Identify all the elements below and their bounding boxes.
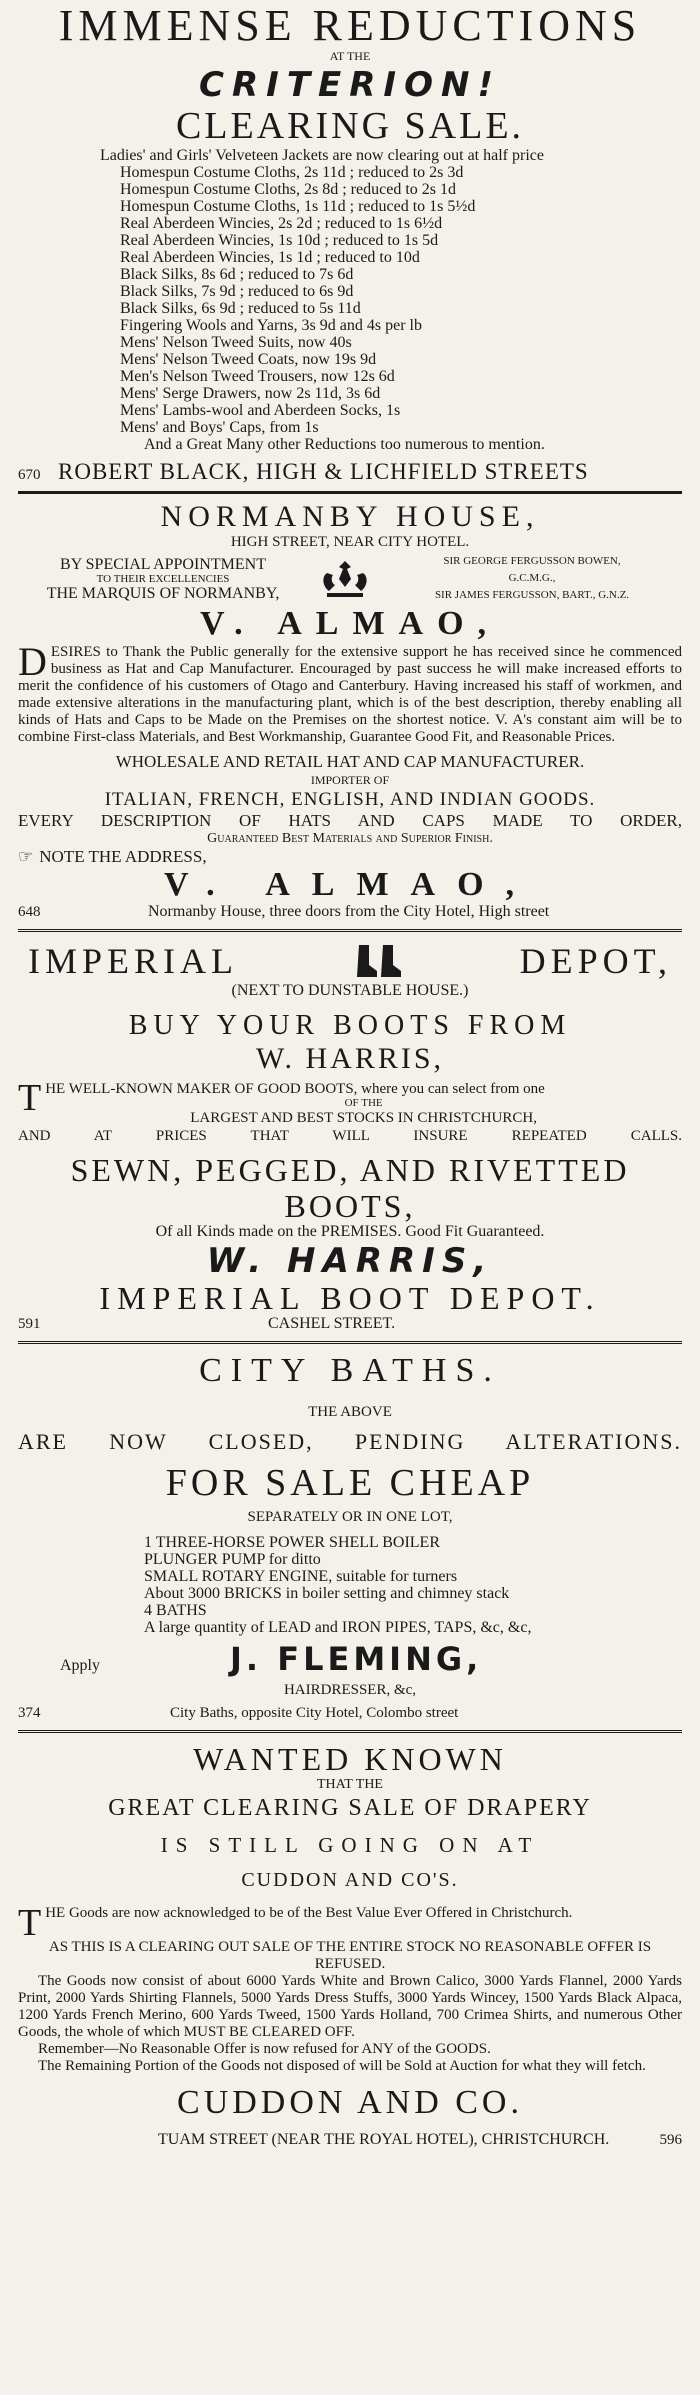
- imperial-buy: BUY YOUR BOOTS FROM: [128, 1010, 572, 1041]
- almao-importer: IMPORTER OF: [310, 773, 390, 787]
- advert-number: 648: [18, 904, 41, 920]
- imperial-boots: BOOTS,: [284, 1188, 416, 1224]
- list-item: Real Aberdeen Wincies, 1s 1d ; reduced to 10d: [120, 249, 420, 266]
- baths-sale: FOR SALE CHEAP: [165, 1462, 535, 1504]
- normanby-title: NORMANBY HOUSE,: [160, 500, 540, 533]
- list-item: Homespun Costume Cloths, 2s 8d ; reduced to 2s 1d: [120, 181, 456, 198]
- appointment-right-2: G.C.M.G.,: [508, 572, 556, 584]
- royal-coat-of-arms-icon: [317, 557, 373, 601]
- almao-name: V. ALMAO,: [199, 605, 501, 642]
- imperial-of-the: OF THE: [344, 1097, 383, 1109]
- criterion-footnote: And a Great Many other Reductions too numerous to mention.: [144, 436, 545, 453]
- imperial-right: DEPOT,: [519, 941, 672, 981]
- imperial-body-1: HE WELL-KNOWN MAKER OF GOOD BOOTS, where you can select from one: [45, 1081, 545, 1097]
- baths-title: CITY BATHS.: [199, 1352, 501, 1389]
- list-item: Black Silks, 8s 6d ; reduced to 7s 6d: [120, 266, 354, 283]
- cuddon-name-small: CUDDON AND CO'S.: [241, 1869, 459, 1891]
- baths-footer: [18, 1705, 682, 1722]
- cuddon-p4: Remember—No Reasonable Offer is now refused for ANY of the GOODS.: [38, 2041, 491, 2057]
- list-item: Fingering Wools and Yarns, 3s 9d and 4s per lb: [120, 317, 422, 334]
- divider: [18, 1730, 682, 1733]
- appointment-right-1: SIR GEORGE FERGUSSON BOWEN,: [443, 555, 621, 567]
- baths-closed: ARE NOW CLOSED, PENDING ALTERATIONS.: [18, 1429, 682, 1454]
- imperial-next: (NEXT TO DUNSTABLE HOUSE.): [231, 982, 469, 999]
- almao-body-text: ESIRES to Thank the Public generally for the extensive support he has received since he commenced business as Hat and Cap Manufacturer. Encouraged by past success he will make increased efforts to merit the confidence of his customers of Otago and Canterbury. Having increased his staff of workmen, and made extensive alterations in the manufacturing plant, which is of the best description, thereby enabling all kinds of Hats and Caps to be Made on the Premises on the shortest notice. V. A's constant aim will be to combine First-class Materials, and Best Workmanship, Guarantee Good Fit, and Reasonable Prices.: [18, 644, 682, 745]
- imperial-harris: W. HARRIS,: [255, 1042, 445, 1075]
- imperial-left: IMPERIAL: [28, 941, 238, 981]
- appointment-left-1: BY SPECIAL APPOINTMENT: [60, 555, 266, 573]
- list-item: Ladies' and Girls' Velveteen Jackets are now clearing out at half price: [100, 147, 544, 164]
- normanby-subtitle: HIGH STREET, NEAR CITY HOTEL.: [230, 534, 470, 550]
- list-item: Men's Nelson Tweed Trousers, now 12s 6d: [120, 368, 395, 385]
- advert-number: 374: [18, 1705, 41, 1721]
- normanby-advert: [18, 500, 682, 921]
- cuddon-body: [18, 1902, 682, 2075]
- imperial-street: CASHEL STREET.: [268, 1315, 396, 1332]
- imperial-advert: [18, 940, 682, 1333]
- list-item: 1 THREE-HORSE POWER SHELL BOILER: [144, 1534, 440, 1551]
- appointment-left-3: THE MARQUIS OF NORMANBY,: [46, 584, 280, 602]
- baths-apply-row: [18, 1640, 682, 1678]
- cuddon-address: TUAM STREET (NEAR THE ROYAL HOTEL), CHRISTCHURCH.: [158, 2131, 610, 2148]
- cuddon-advert: [18, 1741, 682, 2149]
- criterion-address: ROBERT BLACK, HIGH & LICHFIELD STREETS: [58, 459, 589, 484]
- almao-note: [18, 847, 682, 867]
- baths-items: [18, 1534, 682, 1636]
- cuddon-wanted: WANTED KNOWN: [193, 1741, 507, 1777]
- baths-separately: SEPARATELY OR IN ONE LOT,: [247, 1509, 453, 1525]
- criterion-sale-title: CLEARING SALE.: [175, 105, 525, 147]
- criterion-at-the: AT THE: [329, 49, 371, 63]
- drop-cap: T: [18, 1077, 42, 1119]
- imperial-kinds: Of all Kinds made on the PREMISES. Good Fit Guaranteed.: [155, 1223, 545, 1240]
- imperial-header: [18, 940, 682, 982]
- appointment-right-3: SIR JAMES FERGUSSON, BART., G.N.Z.: [434, 589, 630, 601]
- list-item: Real Aberdeen Wincies, 2s 2d ; reduced to 1s 6½d: [120, 215, 443, 232]
- boots-icon: [353, 943, 405, 979]
- baths-above: THE ABOVE: [308, 1404, 392, 1420]
- list-item: Black Silks, 7s 9d ; reduced to 6s 9d: [120, 283, 354, 300]
- imperial-body-2: LARGEST AND BEST STOCKS IN CHRISTCHURCH,: [190, 1110, 537, 1126]
- list-item: Mens' Nelson Tweed Coats, now 19s 9d: [120, 351, 377, 368]
- baths-apply: Apply: [60, 1657, 100, 1674]
- criterion-advert: [18, 1, 682, 485]
- cuddon-p2: AS THIS IS A CLEARING OUT SALE OF THE ENTIRE STOCK NO REASONABLE OFFER IS REFUSED.: [48, 1939, 652, 1972]
- newspaper-page: [18, 0, 682, 2149]
- list-item: Mens' and Boys' Caps, from 1s: [120, 419, 319, 436]
- imperial-footer: [18, 1315, 682, 1333]
- imperial-body-3: AND AT PRICES THAT WILL INSURE REPEATED CALLS.: [18, 1128, 682, 1144]
- imperial-sewn: SEWN, PEGGED, AND RIVETTED: [70, 1152, 630, 1188]
- appointment-left-2: TO THEIR EXCELLENCIES: [96, 572, 230, 585]
- divider: [18, 1341, 682, 1344]
- cuddon-footer: [18, 2131, 682, 2149]
- drop-cap: T: [18, 1902, 42, 1944]
- list-item: Mens' Serge Drawers, now 2s 11d, 3s 6d: [120, 385, 381, 402]
- cuddon-great: GREAT CLEARING SALE OF DRAPERY: [108, 1795, 592, 1821]
- almao-goods: ITALIAN, FRENCH, ENGLISH, AND INDIAN GOODS.: [104, 789, 596, 810]
- almao-guarantee: Guaranteed Best Materials and Superior Finish.: [207, 831, 493, 846]
- baths-hairdresser: HAIRDRESSER, &c,: [283, 1682, 417, 1698]
- almao-order: EVERY DESCRIPTION OF HATS AND CAPS MADE TO ORDER,: [18, 811, 682, 830]
- appointment-block: [18, 553, 682, 604]
- cuddon-name: CUDDON AND CO.: [177, 2084, 523, 2121]
- imperial-body: [18, 1077, 682, 1145]
- list-item: Homespun Costume Cloths, 2s 11d ; reduced to 2s 3d: [120, 164, 464, 181]
- divider: [18, 929, 682, 932]
- list-item: Mens' Lambs-wool and Aberdeen Socks, 1s: [120, 402, 401, 419]
- advert-number: 596: [659, 2132, 682, 2148]
- almao-address: Normanby House, three doors from the City Hotel, High street: [148, 903, 550, 920]
- cuddon-still: IS STILL GOING ON AT: [160, 1833, 540, 1857]
- almao-body: [18, 639, 682, 746]
- criterion-price-list: [18, 147, 682, 453]
- baths-address: City Baths, opposite City Hotel, Colombo street: [170, 1705, 459, 1721]
- baths-fleming: J. FLEMING,: [230, 1640, 483, 1678]
- almao-line-1: WHOLESALE AND RETAIL HAT AND CAP MANUFACTURER.: [115, 752, 585, 771]
- criterion-headline: IMMENSE REDUCTIONS: [58, 1, 642, 50]
- list-item: A large quantity of LEAD and IRON PIPES, TAPS, &c, &c,: [144, 1619, 532, 1636]
- list-item: PLUNGER PUMP for ditto: [144, 1551, 321, 1568]
- list-item: Black Silks, 6s 9d ; reduced to 5s 11d: [120, 300, 361, 317]
- pointing-hand-icon: ☞: [18, 847, 34, 866]
- advert-number: 591: [18, 1316, 41, 1332]
- list-item: Mens' Nelson Tweed Suits, now 40s: [120, 334, 352, 351]
- cuddon-p5: The Remaining Portion of the Goods not disposed of will be Sold at Auction for what they will fetch.: [38, 2058, 646, 2074]
- advert-number: 670: [18, 467, 41, 483]
- list-item: Homespun Costume Cloths, 1s 11d ; reduced to 1s 5½d: [120, 198, 476, 215]
- cuddon-that-the: THAT THE: [317, 1777, 383, 1792]
- list-item: Real Aberdeen Wincies, 1s 10d ; reduced to 1s 5d: [120, 232, 439, 249]
- list-item: About 3000 BRICKS in boiler setting and chimney stack: [144, 1585, 510, 1602]
- almao-name-2: V. ALMAO,: [163, 866, 537, 903]
- list-item: SMALL ROTARY ENGINE, suitable for turners: [144, 1568, 458, 1585]
- imperial-depot: IMPERIAL BOOT DEPOT.: [99, 1280, 601, 1316]
- baths-advert: [18, 1352, 682, 1722]
- almao-note-text: NOTE THE ADDRESS,: [39, 847, 207, 866]
- almao-footer: [18, 903, 682, 921]
- imperial-harris-big: W. HARRIS,: [206, 1241, 494, 1281]
- criterion-store-name: CRITERION!: [199, 65, 501, 105]
- drop-cap: D: [18, 639, 47, 684]
- cuddon-p3: The Goods now consist of about 6000 Yards White and Brown Calico, 3000 Yards Flannel, 2000 Yards Print, 2000 Yards Shirting Flannels, 5000 Yards Dress Stuffs, 3000 Yards Wincey, 1500 Yards Black Alpaca, 1200 Yards French Merino, 600 Yards Tweed, 1500 Yards Holland, 700 Crimea Shirts, and numerous Other Goods, the whole of which MUST BE CLEARED OFF.: [18, 1973, 682, 2040]
- criterion-footer: [18, 459, 682, 485]
- cuddon-p1: HE Goods are now acknowledged to be of the Best Value Ever Offered in Christchurch.: [45, 1905, 573, 1921]
- list-item: 4 BATHS: [144, 1602, 207, 1619]
- divider: [18, 491, 682, 494]
